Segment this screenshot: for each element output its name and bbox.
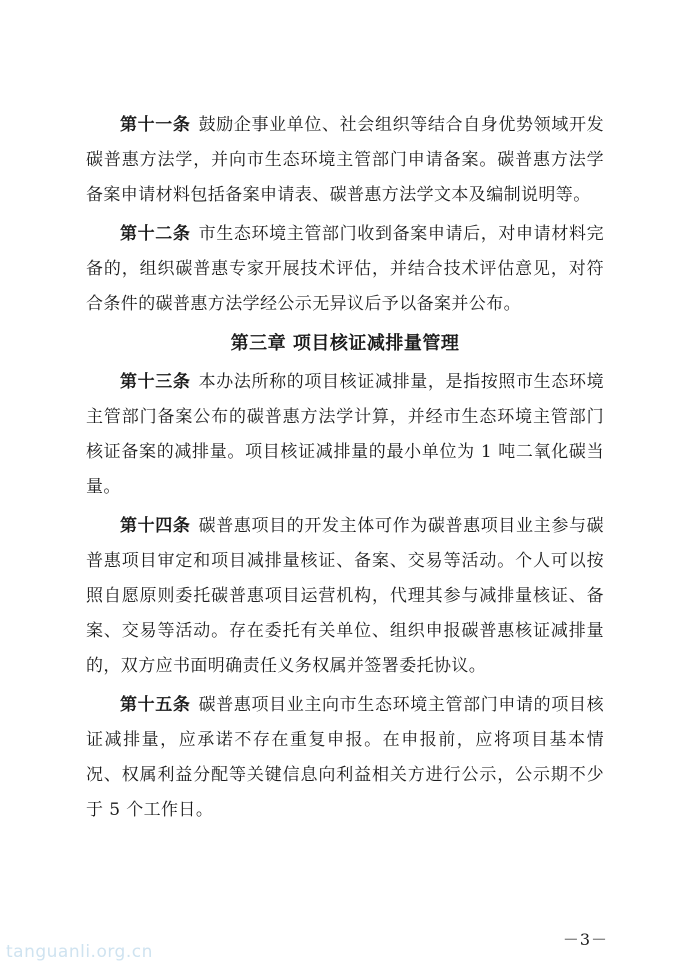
article-15-text: 碳普惠项目业主向市生态环境主管部门申请的项目核证减排量，应承诺不存在重复申报。在申报前，应将项目基本情况、权属利益分配等关键信息向利益相关方进行公示，公示期不少于 5 个工作日。 (86, 695, 604, 820)
article-11-title: 第十一条 (120, 115, 191, 135)
watermark: tanguanli.org.cn (6, 942, 153, 962)
article-15 (86, 688, 604, 828)
article-13-title: 第十三条 (120, 372, 191, 392)
chapter-3-heading: 第三章 项目核证减排量管理 (230, 333, 460, 354)
article-15-title: 第十五条 (120, 695, 191, 715)
article-12-text: 市生态环境主管部门收到备案申请后，对申请材料完备的，组织碳普惠专家开展技术评估，并结合技术评估意见，对符合条件的碳普惠方法学经公示无异议后予以备案并公布。 (86, 224, 604, 314)
article-11-text: 鼓励企事业单位、社会组织等结合自身优势领域开发碳普惠方法学，并向市生态环境主管部门申请备案。碳普惠方法学备案申请材料包括备案申请表、碳普惠方法学文本及编制说明等。 (86, 115, 604, 205)
document-body (86, 108, 604, 832)
article-13-text: 本办法所称的项目核证减排量，是指按照市生态环境主管部门备案公布的碳普惠方法学计算，并经市生态环境主管部门核证备案的减排量。项目核证减排量的最小单位为 1 吨二氧化碳当量。 (86, 372, 604, 497)
article-12 (86, 217, 604, 322)
article-14-text: 碳普惠项目的开发主体可作为碳普惠项目业主参与碳普惠项目审定和项目减排量核证、备案、交易等活动。个人可以按照自愿原则委托碳普惠项目运营机构，代理其参与减排量核证、备案、交易等活动。存在委托有关单位、组织申报碳普惠核证减排量的，双方应书面明确责任义务权属并签署委托协议。 (86, 516, 604, 676)
article-11 (86, 108, 604, 213)
article-13 (86, 365, 604, 505)
article-12-title: 第十二条 (120, 224, 191, 244)
page-number: －3－ (562, 930, 608, 949)
article-14-title: 第十四条 (120, 516, 191, 536)
article-14 (86, 509, 604, 684)
